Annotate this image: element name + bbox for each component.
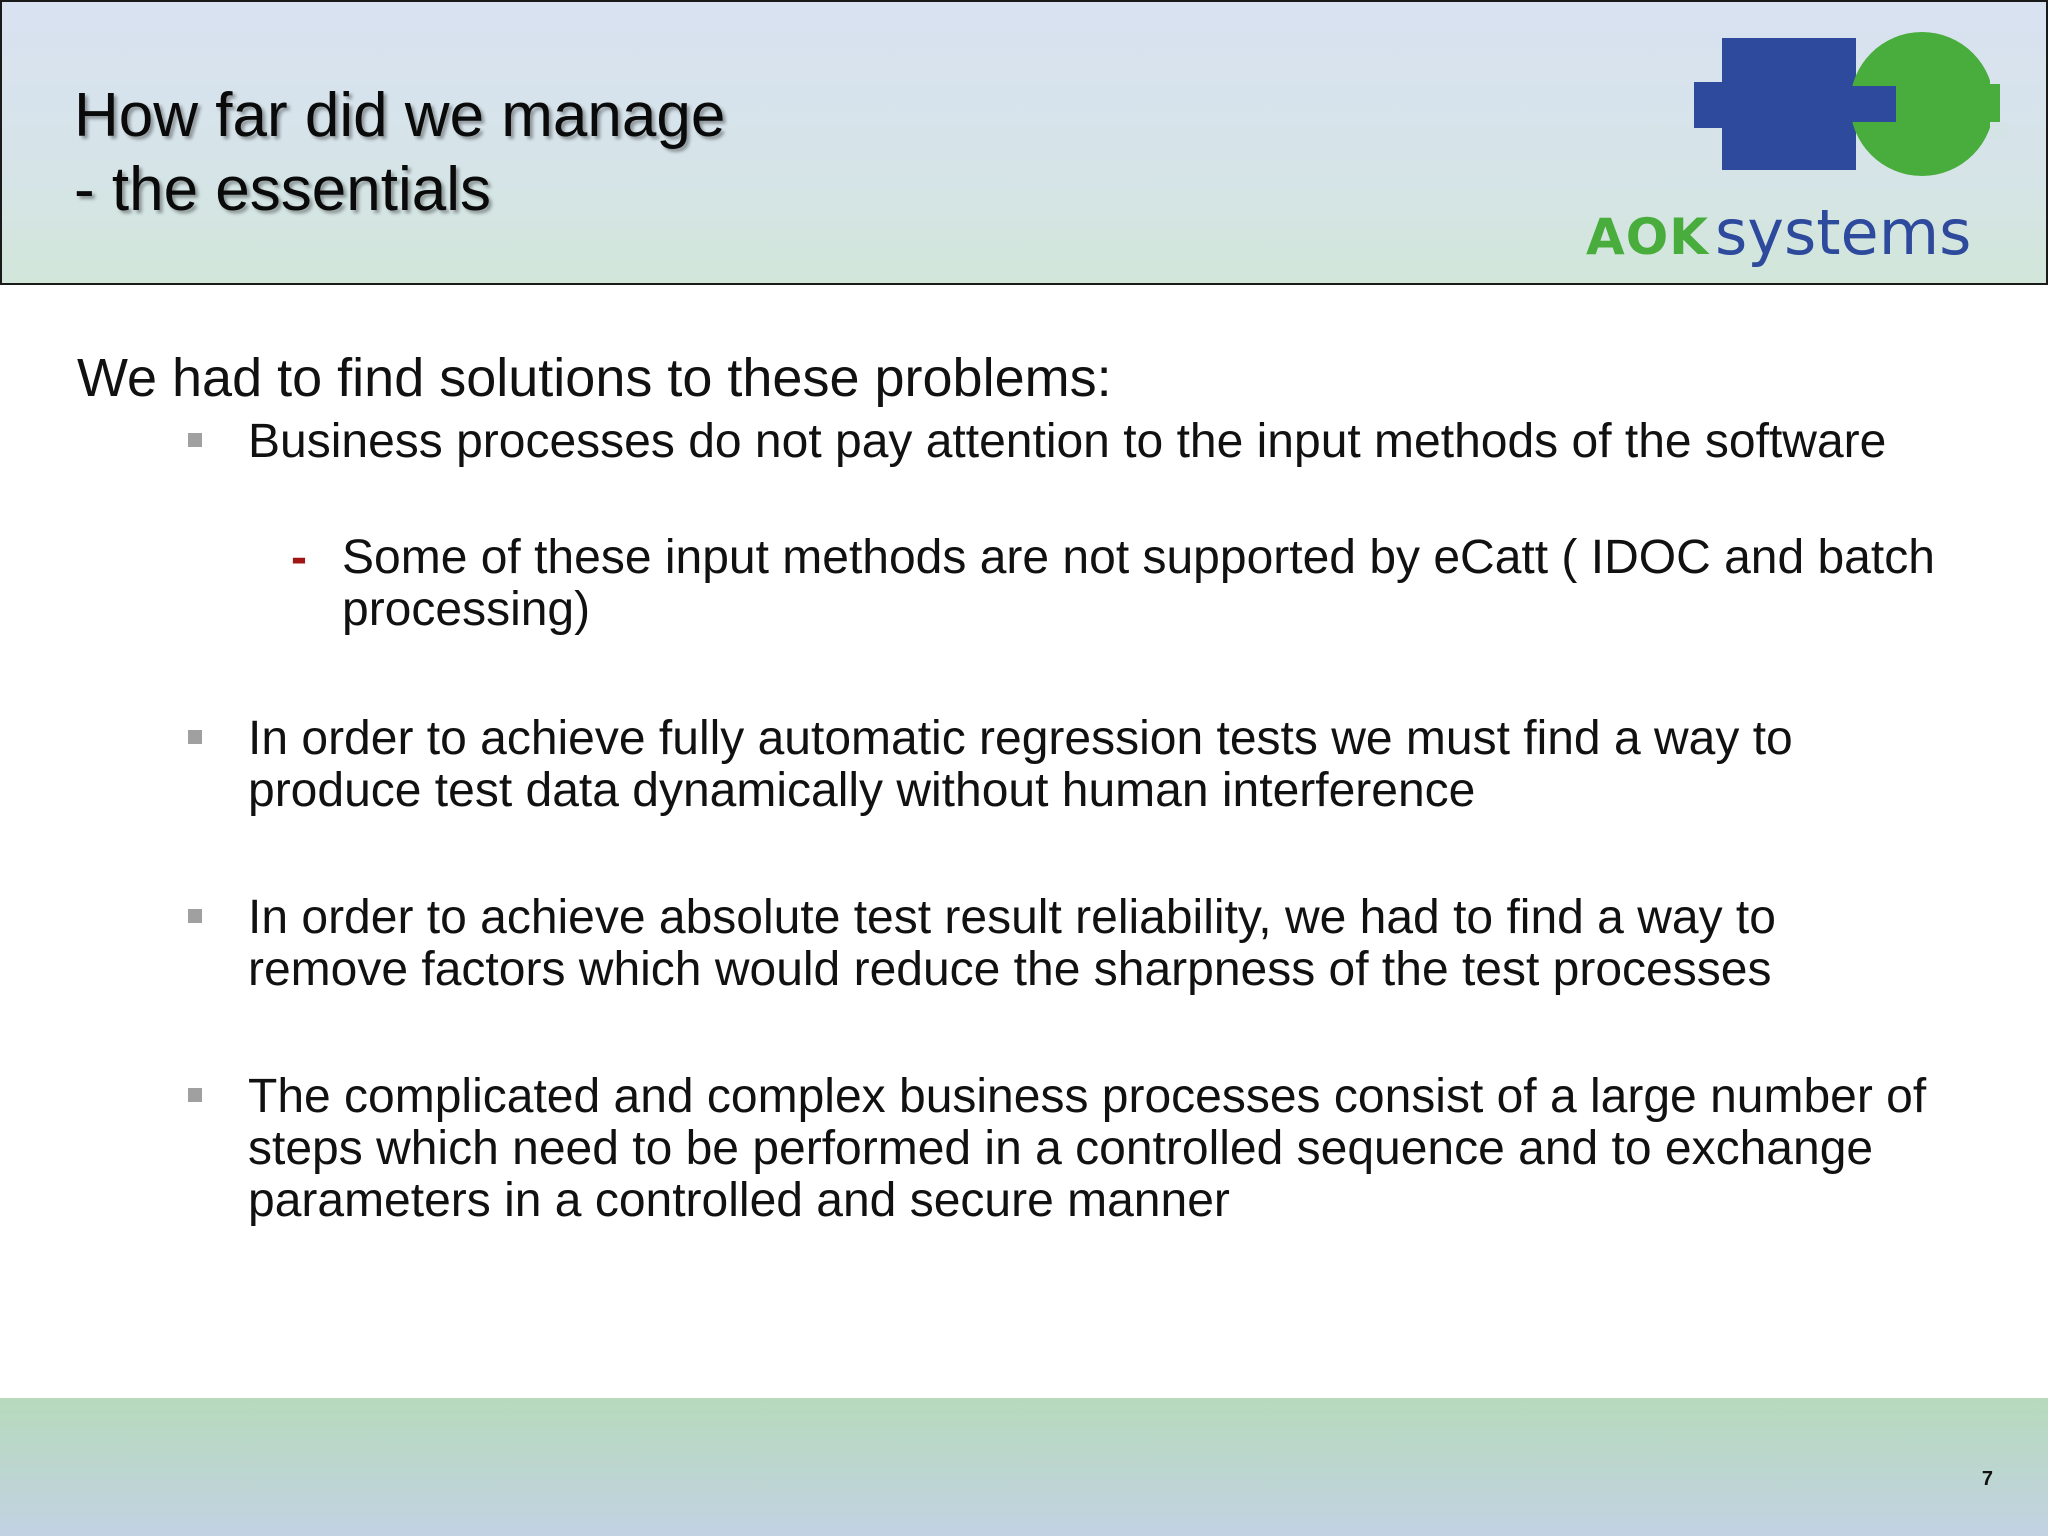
aok-systems-logo [1582, 24, 2022, 269]
logo-word-systems: systems [1714, 196, 1972, 269]
bullet-square-icon [188, 909, 202, 923]
slide-header [0, 0, 2048, 285]
page-number: 7 [1981, 1468, 1993, 1490]
aok-logo-mark-icon [1582, 24, 2022, 194]
bullet-item-3: In order to achieve absolute test result reliability, we had to find a way to remove factors which would reduce the sharpness of the test processes [248, 891, 1776, 996]
intro-text: We had to find solutions to these problems: [77, 348, 1112, 408]
bullet-square-icon [188, 433, 202, 447]
slide-title-line-2: - the essentials [74, 155, 491, 224]
bullet-item-2: In order to achieve fully automatic regression tests we must find a way to produce test data dynamically without human interference [248, 712, 1793, 817]
sub-bullet-item-1: Some of these input methods are not supported by eCatt ( IDOC and batch processing) [342, 531, 1935, 636]
slide-title-line-1: How far did we manage [74, 81, 726, 150]
bullet-square-icon [188, 1088, 202, 1102]
bullet-item-4: The complicated and complex business processes consist of a large number of steps which need to be performed in a controlled sequence and to exchange parameters in a controlled and secure manner [248, 1070, 1927, 1227]
bullet-item-1: Business processes do not pay attention to the input methods of the software [248, 415, 1887, 468]
sub-bullet-dash-icon: - [291, 531, 307, 584]
slide-footer [0, 1398, 2048, 1536]
logo-word-aok: AOK [1586, 208, 1709, 266]
bullet-square-icon [188, 730, 202, 744]
logo-wordmark [1586, 196, 1972, 282]
